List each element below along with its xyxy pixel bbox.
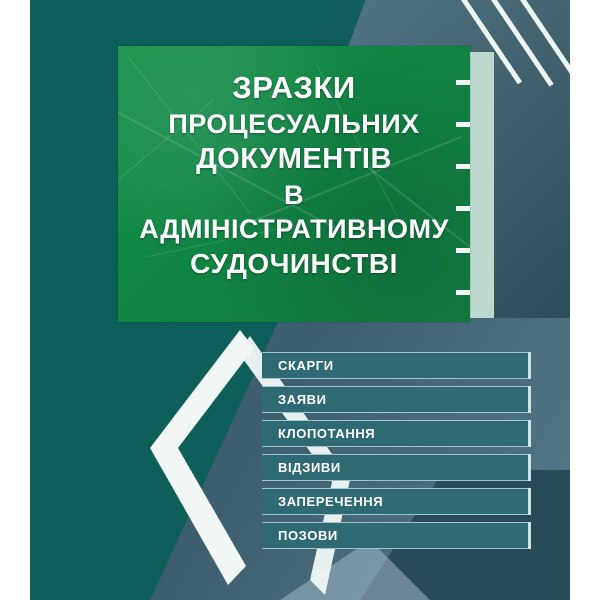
keyword-bar <box>262 522 530 549</box>
keyword-label: ЗАЯВИ <box>278 392 327 407</box>
title-edge-tick <box>456 290 470 295</box>
keyword-bar <box>262 420 530 447</box>
title-edge-tick <box>456 164 470 169</box>
title-edge-tick <box>456 122 470 127</box>
keyword-label: ВІДЗИВИ <box>278 460 341 475</box>
title-edge-tick <box>456 206 470 211</box>
book-title <box>118 46 470 281</box>
keyword-label: КЛОПОТАННЯ <box>278 426 376 441</box>
keyword-bar <box>262 454 530 481</box>
keyword-bar-list <box>262 352 530 556</box>
title-line-5: СУДОЧИНСТВІ <box>190 247 398 279</box>
keyword-label: СКАРГИ <box>278 358 334 373</box>
title-line-4: В АДМІНІСТРАТИВНОМУ <box>139 179 449 244</box>
keyword-bar <box>262 352 530 379</box>
cover-artboard <box>30 0 570 600</box>
title-line-3: ДОКУМЕНТІВ <box>196 143 392 176</box>
title-block <box>118 46 470 322</box>
title-edge-tick <box>456 80 470 85</box>
keyword-label: ПОЗОВИ <box>278 528 338 543</box>
keyword-bar <box>262 386 530 413</box>
title-line-2: ПРОЦЕСУАЛЬНИХ <box>168 109 420 140</box>
title-line-1: ЗРАЗКИ <box>232 70 356 105</box>
title-edge-tick <box>456 248 470 253</box>
keyword-label: ЗАПЕРЕЧЕННЯ <box>278 494 384 509</box>
keyword-bar <box>262 488 530 515</box>
